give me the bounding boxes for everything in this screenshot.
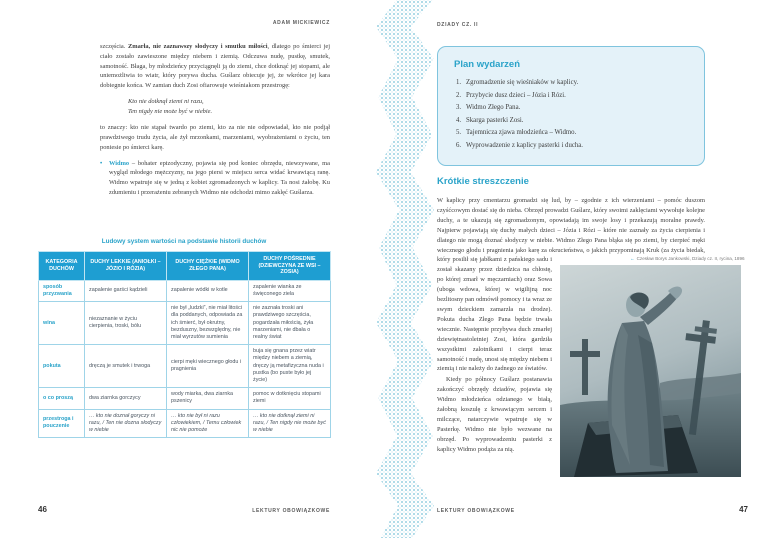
summary-text <box>437 196 745 455</box>
summary-section <box>437 176 745 481</box>
cell-middle: buja się gnana przez wiatr między niebem a ziemią, dręczy ją metafizyczna nuda i pustka (bo puste było jej życie) <box>249 345 331 388</box>
caption-text: Czesław Borys Jankowski, Dziady cz. II, rycina, 1896 <box>636 256 745 262</box>
cell-middle: nie zaznała troski ani prawdziwego szczęścia, pogardzała miłością, żyła marzeniami, nie dbała o realny świat <box>249 302 331 345</box>
plan-list <box>454 77 688 153</box>
quote-line-2: Ten nigdy nie może być w niebie. <box>128 107 213 115</box>
character-description: – bohater epizodyczny, pojawia się pod koniec obrzędu, niewzywane, ma wygląd młodego mężczyzny, na jego piersi w miejscu serca widać krwawiącą ranę. Widmo wpatruje się w jedną z kobiet zgromadzonych w kaplicy. Ta nosi żałobę. Ku zdumieniu i przerażeniu zebranych Widmo nie odchodzi mimo zaklęć Guślarza. <box>109 159 330 196</box>
plan-item-number: 5. <box>456 129 462 137</box>
row-category: pokuta <box>39 345 85 388</box>
quote-line-1: Kto nie dotknął ziemi ni razu, <box>128 97 204 105</box>
table-row <box>39 280 331 301</box>
cell-heavy: wody miarka, dwa ziarnka pszenicy <box>167 388 249 409</box>
table-row <box>39 302 331 345</box>
row-category: sposób przyzwania <box>39 280 85 301</box>
left-running-head: ADAM MICKIEWICZ <box>272 20 330 26</box>
plan-title: Plan wydarzeń <box>454 59 520 70</box>
caption-arrow-icon: ← <box>630 256 635 262</box>
para1-rest: , dlatego po śmierci jej ciało zostało zawieszone między niebem i ziemią. Odczuwa nudę, pustkę, smutek, samotność. Błaga, by młodzieńcy przyciągnęli ją do ziemi, chce dotknąć jej stopami, ale uniemożliwia to wiatr, który porywa ducha. Guślarz obiecuje jej, że wkrótce jej kara dobiegnie końca. W zamian duch Zosi ofiarowuje wieśniakom przestrogę: <box>100 43 331 90</box>
cell-heavy: nie był „ludzki”, nie miał litości dla poddanych, odpowiada za ich śmierć, był okrutny, bezduszny, bezwzględny, nie miał wyrzutów sumienia <box>167 302 249 345</box>
plan-item-number: 6. <box>456 141 462 149</box>
row-category: wina <box>39 302 85 345</box>
summary-para1-part-a: W kaplicy przy cmentarzu gromadzi się lud, by – zgodnie z ich wierzeniami – pomóc duszom czyśćcowym dostać się do nieba. Obrzęd prowadzi Guślarz, który swoimi zaklęciami wywołuje kolejne duchy, a te ukazują się zgromadzonym, opowiadają im swoje losy i przekazują moralne prawdy. Najpierw pojawiają się duchy małych dzieci – Józia i Rózi – które nie zaznały za życia cierpienia i dlatego nie mogą doznać słodyczy w niebie. Widmo Złego Pana błąka się po ziemi, by cierpieć męki wiecznego głodu i pragnienia jako karę za okrucieństwa, o jakich przypominają <box>437 197 705 254</box>
plan-item <box>454 102 688 115</box>
character-bullet-widmo <box>100 159 330 198</box>
table-row <box>39 409 331 438</box>
plan-item-number: 3. <box>456 104 462 112</box>
paragraph-explanation: to znaczy: kto nie stąpał twardo po ziemi, kto za nie nie odpowiadał, kto nie podjął prawdziwego trudu życia, ale żył mrzonkami, marzeniami, wyobrażeniami o życiu, ten poniesie po śmierci karę. <box>100 124 330 151</box>
row-category: o co proszą <box>39 388 85 409</box>
row-category: przestroga i pouczenie <box>39 409 85 438</box>
right-page-footer <box>437 505 748 514</box>
summary-para2: Kiedy po północy Guślarz postanawia zakończyć obrzędy dziadów, pojawia się Widmo młodzieńca odzianego w białą, żałobną koszulę z krwawiącym sercem i milczące, natarczywie wpatruje się w Pasterkę. Widmo nie było wezwane na obrzęd. Po wyprowadzeniu pasterki z kaplicy Widmo podąża za nią. <box>437 376 552 453</box>
bullet-text <box>109 159 330 198</box>
figure-caption <box>630 256 755 262</box>
col-header-middle-spirits: DUCHY POŚREDNIE (DZIEWCZYNA ZE WSI – ZOSIA) <box>249 252 331 281</box>
left-footer-label: LEKTURY OBOWIĄZKOWE <box>252 508 330 514</box>
plan-item-text: Tajemnicza zjawa młodzieńca – Widmo. <box>466 129 577 137</box>
illustration-figure <box>560 256 745 477</box>
cell-light: zapalenie garści kądzieli <box>85 280 167 301</box>
gutter-halftone-pattern <box>376 0 434 538</box>
plan-item <box>454 127 688 140</box>
left-page-footer <box>38 505 330 514</box>
verse-quote <box>128 97 330 116</box>
plan-item-text: Widmo Złego Pana. <box>466 104 521 112</box>
plan-item-text: Zgromadzenie się wieśniaków w kaplicy. <box>466 79 579 86</box>
cell-middle: … kto nie dotknął ziemi ni razu, / Ten nigdy nie może być w niebie <box>249 409 331 438</box>
cell-light: dwa ziarnka gorczycy <box>85 388 167 409</box>
right-footer-label: LEKTURY OBOWIĄZKOWE <box>437 508 515 514</box>
plan-item <box>454 77 688 90</box>
cell-heavy: … kto nie był ni razu człowiekiem, / Temu człowiek nic nie pomoże <box>167 409 249 438</box>
cell-heavy: zapalenie wódki w kotle <box>167 280 249 301</box>
summary-para1-part-b: Kruk (za życia biedak, który posilił się jabłkami z pańskiego sadu i został skazany przez dziedzica na chłostę, po której zmarł w męczarniach) oraz Sowa (uboga wdowa, której w wigilijną noc bezlitosny pan odmówił pomocy i ta wraz ze swym dzieckiem zamarzła na drodze). Pokuta ducha Złego Pana będzie trwała wiecznie. Następnie przybywa duch zmarłej dziewiętnastoletniej Zosi, która gardziła wszystkimi zalotnikami i cierpi teraz samotność i nudę, unosi się między niebem i ziemią i nie należy do żadnego ze światów. <box>437 246 705 373</box>
para1-lead: szczęścia. <box>100 43 128 50</box>
cell-light: niezaznanie w życiu cierpienia, troski, bólu <box>85 302 167 345</box>
col-header-heavy-spirits: DUCHY CIĘŻKIE (WIDMO ZŁEGO PANA) <box>167 252 249 281</box>
plan-item-text: Przybycie dusz dzieci – Józia i Rózi. <box>466 91 566 99</box>
left-page-number: 46 <box>38 505 47 514</box>
plan-item <box>454 115 688 128</box>
table-row <box>39 388 331 409</box>
table-header-row <box>39 252 331 281</box>
paragraph-continuation <box>100 42 330 91</box>
para1-bold-phrase: Zmarła, nie zaznawszy słodyczy i smutku miłości <box>128 43 268 50</box>
left-body-text <box>100 42 330 198</box>
plan-item <box>454 90 688 103</box>
plan-item-text: Skarga pasterki Zosi. <box>466 116 524 124</box>
table-row <box>39 345 331 388</box>
plan-item-number: 2. <box>456 91 462 99</box>
ghost-values-table <box>38 251 331 438</box>
right-page-number: 47 <box>739 505 748 514</box>
values-table-block <box>38 238 330 438</box>
plan-item-number: 1. <box>456 79 462 86</box>
bullet-icon: • <box>100 159 103 167</box>
plan-wydarzen-box <box>437 46 705 166</box>
plan-item-number: 4. <box>456 116 462 124</box>
cell-heavy: cierpi męki wiecznego głodu i pragnienia <box>167 345 249 388</box>
plan-item <box>454 140 688 153</box>
plan-item-text: Wyprowadzenie z kaplicy pasterki i ducha. <box>466 141 583 149</box>
summary-heading: Krótkie streszczenie <box>437 176 529 187</box>
cell-middle: zapalenie wianka ze święconego ziela <box>249 280 331 301</box>
cell-light: dręczą je smutek i trwoga <box>85 345 167 388</box>
cell-middle: pomoc w dotknięciu stopami ziemi <box>249 388 331 409</box>
character-term: Widmo <box>109 159 130 167</box>
col-header-light-spirits: DUCHY LEKKIE (ANIOŁKI – JÓZIO I RÓZIA) <box>85 252 167 281</box>
table-title: Ludowy system wartości na podstawie historii duchów <box>101 238 267 245</box>
right-running-head: DZIADY CZ. II <box>437 22 479 28</box>
cell-light: … kto nie doznał goryczy ni razu, / Ten nie dozna słodyczy w niebie <box>85 409 167 438</box>
engraving-ghost-rising-from-grave <box>560 265 741 477</box>
col-header-category: KATEGORIA DUCHÓW <box>39 252 85 281</box>
